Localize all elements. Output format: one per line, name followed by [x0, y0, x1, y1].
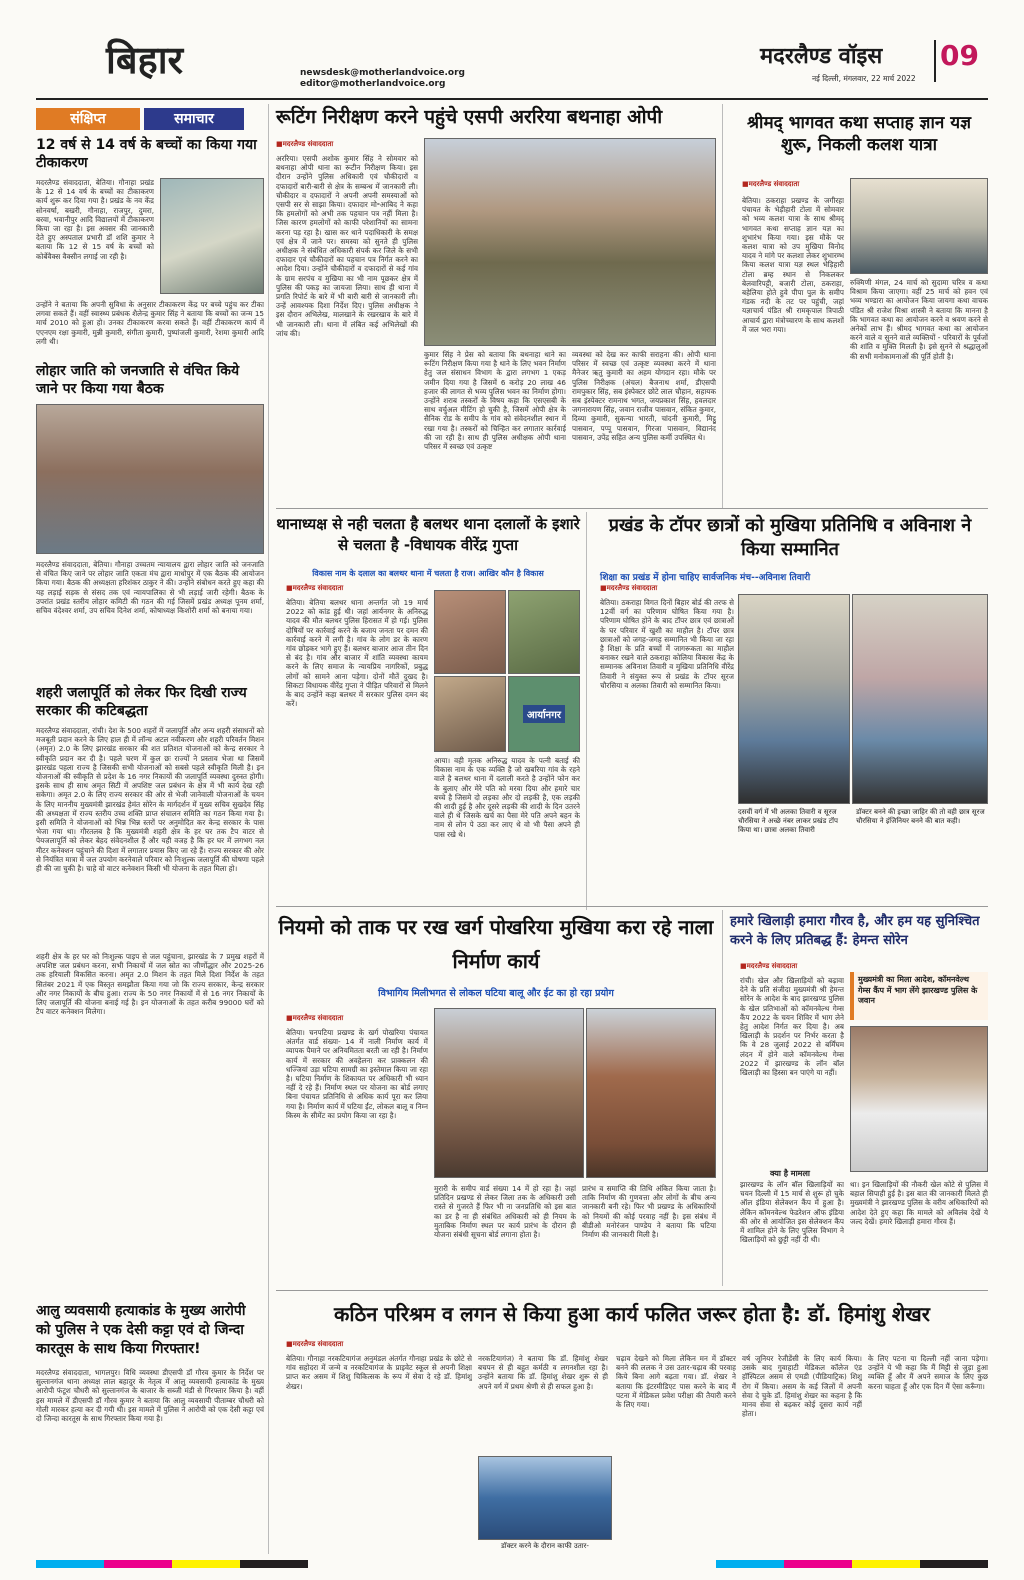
photo-victim-family-1 [434, 590, 506, 674]
story3-body: बेतिया। बेतिया बलथर थाना अन्तर्गत जो 19 मार्च 2022 को कांड हुई थी। जहां आर्यनगर के अनिरुद्ध यादव की मौत बलथर पुलिस हिरासत में हो गई। पुलिस दोषियों पर कार्रवाई करने के बजाय जनता पर दमन की कार्रवाई करने में लगी है। गांव के लोग डर के कारण गांव छोड़कर भागे हुए हैं। बलथर बाजार आज तीन दिन से बंद है। गांव और बाजार में शांति व्यवस्था कायम करने के लिए समाज के न्यायप्रिय नागरिकों, प्रबुद्ध लोगों को सामने आना पड़ेगा। दोनों मौतें दुखद है। सिकटा विधायक वीरेंद्र गुप्ता ने पीड़ित परिवारों से मिलने के बाद उन्होंने कहा बलथर में सरकार पुलिस दमन बंद करें। [286, 598, 428, 709]
story6-body-col2: झारखण्ड के लॉन बॉल खिलाड़ियों का चयन दिल्ली में 15 मार्च से शुरू हो चुके ऑल इंडिया सेलेक्शन कैंप में हुआ है। लेकिन कॉमनवेल्थ फेडरेशन ऑफ इंडिया की ओर से आयोजित इस सेलेक्शन कैंप में शामिल होने के लिए पुलिस विभाग ने खिलाड़ियों को छुट्टी नहीं दी थी। [740, 1180, 844, 1245]
sidebar-tag [36, 108, 264, 130]
photo-doctor-portrait [478, 1456, 612, 1540]
mid-rule-3 [276, 1290, 988, 1291]
story5-body-col3: प्रारंभ व समाप्ति की तिथि अंकित किया जाता है। ताकि निर्माण की गुणवत्ता और लोगों के बीच अन्य जानकारी बनी रहे। फिर भी प्रखण्ड के अधिकारियों को नियमों की कोई परवाह नहीं है। इस संबंध में बीडीओ मनोरंजन पाण्डेय ने बताया कि घटिया निर्माण की जानकारी मिली है। [582, 1184, 716, 1240]
photo-victim-family-3 [434, 676, 506, 752]
story1-body-col2: कुमार सिंह ने प्रेस को बताया कि बथनाहा थाने का रूटिंग निरीक्षण किया गया है थाने के लिए भवन निर्माण हेतु जल संसाधन विभाग के द्वारा लगभग 1 एकड़ जमीन दिया गया है जिसमें 6 करोड़ 20 लाख 46 हजार की लागत से भव्य पुलिस भवन का निर्माण होगा। उन्होंने शराब तस्करों के विषय कहा कि एसएसबी के साथ वर्चुअल मीटिंग हो चुकी है, जिसमें ओपी क्षेत्र के सैनिक रोड के समीप के गांव को संवेदनशील स्थान में रखा गया है। तस्करों को चिन्हित कर लगातार कार्रवाई की जा रही है। साथ ही पुलिस अधीक्षक ओपी थाना परिसर में स्वच्छ एवं उत्कृष्ट [424, 350, 566, 452]
story4-body: बेतिया। ठकराहा विगत दिनों बिहार बोर्ड की तरफ से 12वीं वर्ग का परिणाम घोषित किया गया है। परिणाम घोषित होने के बाद टॉपर छात्र एवं छात्राओं के घर परिवार में खुशी का माहौल है। टॉपर छात्र छात्राओं को जगह-जगह सम्मानित भी किया जा रहा है शिक्षा के प्रति बच्चों में जागरूकता का माहौल बनाकर रखने वाले ठकराहा कोलिया विकास केंद्र के सम्मानक अविनाश तिवारी व मुखिया प्रतिनिधि वीरेंद्र तिवारी ने संयुक्त रूप से प्रखंड के टॉपर सूरज चौरसिया व अलका तिवारी को सम्मानित किया। [600, 598, 734, 690]
paper-name: मदरलैण्ड वॉइस [760, 44, 883, 69]
story3-body-col2: आया। वही मृतक अनिरुद्ध यादव के पत्नी बताई की विकास नाम के एक व्यक्ति है जो खबरिया गांव के रहने वाले है बलथर थाना में दलाली करते है उन्होंने फोन कर के बुलाए और मेरे पति को मरवा दिया और हमारे चार बच्चे है जिसमे दो लड़का और दो लड़की है, एक लड़की की शादी हुई है और दूसरे लड़की की शादी के दिन उतरने वाले ही थे जिसके खर्च का पैसा मेरे पति अपने बहन के नाम से लोन पे उठा कर लाए थे वो भी पैसा अपने ही पास रखे थे। [434, 756, 580, 839]
photo-drain-construction-1 [434, 1008, 584, 1178]
brief-4-headline: आलु व्यवसायी हत्याकांड के मुख्य आरोपी को पुलिस ने एक देसी कट्टा एवं दो जिन्दा कारतूस के साथ किया गिरफ्तार! [36, 1303, 246, 1357]
brief-1-body: मदरलैण्ड संवाददाता, बेतिया। गौनाहा प्रखंड के 12 से 14 वर्ष के बच्चों का टीकाकरण कार्य शुरू कर दिया गया है। प्रखंड के नव केंद्र सोनवर्षा, बखरी, गौनाहा, राजपुर, दुमरा, बरवा, भवानीपुर आदि विद्यालयों में टीकाकरण किया जा रहा है। इस अवसर की जानकारी देते हुए अस्पताल प्रभारी डॉ शशि कुमार ने बताया कि 12 से 15 वर्ष के बच्चों को कोर्बेवैक्स वैक्सीन लगाई जा रही है। [36, 178, 154, 261]
brief-1-headline: 12 वर्ष से 14 वर्ष के बच्चों का किया गया टीकाकरण [36, 137, 257, 171]
story4-subhead: शिक्षा का प्रखंड में होना चाहिए सार्वजनिक मंच--अविनाश तिवारी [600, 573, 811, 583]
photo-vaccination [160, 178, 264, 294]
story2-body-col2: रुक्मिणी मंगल, 24 मार्च को सुदामा चरित्र व कथा विश्राम किया जाएगा। वहीं 25 मार्च को हवन एवं भव्य भण्डारा का आयोजन किया जायगा कथा वाचक पंडित श्री राजेश मिश्रा शास्त्री ने बताया कि मानना है कि भागवत कथा का आयोजन करने व श्रवण करने से अनेकों लाभ हैं। श्रीमद भागवत कथा का आयोजन करने वाले व सुनने वाले व्यक्तियों - परिवारों के पूर्वजों की शांति व मुक्ति मिलती है। इसे सुनने से श्रद्धालुओं की सभी मनोकामनाओं की पूर्ति होती है। [850, 278, 988, 361]
aryanagar-sign-text: आर्यानगर [523, 705, 565, 723]
mid-rule-1 [276, 508, 988, 509]
story7-headline: कठिन परिश्रम व लगन से किया हुआ कार्य फलित जरूर होता है: डॉ. हिमांशु शेखर [334, 1302, 930, 1326]
page-number: 09 [940, 39, 979, 72]
story3-byline: ■ मदरलैण्ड संवाददाता [286, 584, 343, 593]
masthead [0, 0, 1024, 98]
story5-body-col2: मुरारी के समीप वार्ड संख्या 14 में हो रहा है। जहां प्रतिदिन प्रखण्ड से लेकर जिला तक के अधिकारी उसी रास्ते से गुजरते हैं फिर भी ना जनप्रतिधि को इस बात का डर है ना ही संबंधित अधिकारी को ही नियम के मुताबिक निर्माण स्थल पर कार्य प्रारंभ के दौरान ही योजना संबंधी सूचना बोर्ड लगाना होता है। [434, 1184, 576, 1240]
section-title: बिहार [106, 38, 184, 82]
story3-headline: थानाध्यक्ष से नही चलता है बलथर थाना दलालों के इशारे से चलता है -विधायक वीरेंद्र गुप्ता [276, 515, 580, 554]
col-rule-mid-3 [722, 910, 723, 1286]
dateline: नई दिल्ली, मंगलवार, 22 मार्च 2022 [812, 74, 916, 83]
story2-headline: श्रीमद् भागवत कथा सप्ताह ज्ञान यज्ञ शुरू, निकली कलश यात्रा [747, 113, 971, 155]
mid-rule-2 [276, 906, 988, 907]
tag-brief: संक्षिप्त [36, 108, 140, 130]
photo-drain-construction-2 [586, 1008, 716, 1178]
story2-body: बेतिया। ठकराहा प्रखण्ड के जगीरहा पंचायत के भेड़ीहारी टोला में सोमवार को भव्य कलश यात्रा के साथ श्रीमद् भागवत कथा सप्ताह ज्ञान यज्ञ का शुभारंभ किया गया। इस मौके पर कलश यात्रा को उप मुखिया विनोद यादव ने मांगे पर कलशा लेकर शुभारम्भ किया कलश यात्रा यज्ञ स्थल भेड़िहारी टोला ब्रम्ह स्थान से निकलकर बेलवारिपट्टी, बजारी टोला, ठकराहा, बहेलिया होते हुवे पीपा पुल के समीप गंडक नदी के तट पर पहुंची, जहां यज्ञाचार्य पंडित श्री रामकृपाल त्रिपाठी आचार्य द्वारा मंत्रोच्चारण के साथ कलशों में जल भरा गया। [742, 196, 844, 334]
story4-byline: ■ मदरलैण्ड संवाददाता [600, 584, 657, 593]
photo-toppers-honoured-2 [852, 594, 988, 804]
story4-headline: प्रखंड के टॉपर छात्रों को मुखिया प्रतिनिधि व अविनाश ने किया सम्मानित [608, 515, 972, 560]
story7-byline: ■ मदरलैण्ड संवाददाता [286, 1340, 343, 1349]
brief-3-body-cont: शहरी क्षेत्र के हर घर को निःशुल्क पाइप से जल पहुंचाना, झारखंड के 7 प्रमुख शहरों में अपशिष्ट जल प्रबंधन करना, सभी निकायों में जल स्रोत का जीर्णोद्धार और 2025-26 तक हरियाली विकसित करना। अमृत 2.0 मिशन के तहत मिले दिशा निर्देश के तहत सितंबर 2021 में एक विस्तृत समझौता किया गया जो कि राज्य सरकार, केन्द्र सरकार और नगर निकायों के बीच हुआ। राज्य के 50 नगर निकायों में से 16 नगर निकायों के लिए जलापूर्ति की योजना बनाई गई है। इन योजनाओं के तहत करीब 99000 घरों को टैप वाटर कनेक्शन मिलेगा। [36, 952, 264, 1017]
story4-caption-1: दसवीं वर्ग में भी अलका तिवारी व सूरज चौरसिया ने अच्छे नंबर लाकर प्रखंड टॉप किया था। छात्रा अलका तिवारी [738, 808, 838, 834]
brief-1-body-cont: उन्होंने ने बताया कि अपनी सुविधा के अनुसार टीकाकरण केंद्र पर बच्चे पहुंच कर टीका लगवा सकते हैं। वहीं स्वास्थ्य प्रबंधक शैलेन्द्र कुमार सिंह ने बताया कि बच्चों का जन्म 15 मार्च 2010 को हुआ हो। उनका टीकाकरण करवा सकते हैं। वहीं टीकाकरण कार्य में एएनएम रक्षा कुमारी, मुन्नी कुमारी, संगीता कुमारी, पुष्पांजली कुमारी, रेशमा कुमारी आदि लगी थी। [36, 300, 264, 346]
story5-headline: नियमो को ताक पर रख खर्ग पोखरिया मुखिया करा रहे नाला निर्माण कार्य [278, 915, 714, 973]
story6-highlight-box [850, 972, 988, 1020]
story1-byline: ■ मदरलैण्ड संवाददाता [276, 140, 333, 149]
photo-police-inspection [424, 138, 716, 346]
story6-byline: ■ मदरलैण्ड संवाददाता [740, 962, 797, 971]
brief-3-body: मदरलैण्ड संवाददाता, रांची। देश के 500 शहरों में जलापूर्ति और अन्य शहरी संसाधनों को मजबूती प्रदान करने के लिए हाल ही में लॉन्च अटल नवीकरण और शहरी परिवर्तन मिशन (अमृत) 2.0 के लिए झारखंड सरकार की शत प्रतिशत योजनाओं को केन्द्र सरकार ने स्वीकृति प्रदान कर दी है। पहले चरण में कुल छः राज्यों ने प्रस्ताव भेजा था जिसमें झारखंड पहला राज्य है जिसकी सभी योजनाओं को सबसे पहले स्वीकृति मिली है। इन योजनाओं की स्वीकृति से प्रदेश के 16 नगर निकायों की जलापूर्ति व्यवस्था दुरुस्त होगी। इसके साथ ही साथ अमृत सिटी में अपशिष्ट जल प्रबंधन के क्षेत्र में भी कार्य देख रही सकेगा। अमृत 2.0 के लिए राज्य सरकार की ओर से भेजी जानेवाली योजनाओं के चयन के लिए माननीय मुख्यमंत्री झारखंड हेमंत सोरेन के मार्गदर्शन में मुख्य सचिव सुखदेव सिंह की अध्यक्षता में राज्य स्तरीय उच्च शक्ति प्राप्त संचालन समिति का गठन किया गया है। इसी समिति ने योजनाओं को भिन्न भिन्न स्तरों पर अनुमोदित कर केन्द्र सरकार के पास भेजा गया था। गौरतलब है कि मुख्यमंत्री शहरी क्षेत्र के हर घर तक टैप वाटर से पेयजलापूर्ति को लेकर बेहद संवेदनशील हैं और यही वजह है कि हर घर में लगभग नल मीटर कनेक्शन पहुंचाने की दिशा में लगातार प्रयास किए जा रहे हैं। राज्य सरकार की ओर से नियंत्रित मात्रा में जल उपयोग करनेवाले परिवार को निःशुल्क जलापूर्ति की घोषणा पहले ही की जा चुकी है। चाहे वो वाटर कनेक्शन किसी भी योजना के तहत मिला हो। [36, 726, 264, 874]
photo-kalash-yatra [850, 178, 988, 274]
story5-subhead: विभागिय मिलीभगत से लोकल घटिया बालू और ईट का हो रहा प्रयोग [378, 988, 614, 999]
col-rule-mid-top [722, 104, 723, 508]
story6-body-col3: था। इन खिलाड़ियों की नौकरी खेल कोटे से पुलिस में बहाल सिपाही हुई है। इस बात की जानकारी मिलते ही मुख्यमंत्री ने झारखण्ड पुलिस के वरीय अधिकारियों को आदेश देते हुए कहा कि मामले को अविलंब देखें ये जल्द देखें। हमारे खिलाड़ी हमारा गौरव हैं। [850, 1180, 988, 1226]
brief-2-headline: लोहार जाति को जनजाति से वंचित किये जाने पर किया गया बैठक [36, 363, 240, 397]
story1-body: अररिया। एसपी अशोक कुमार सिंह ने सोमवार को बथनाहा ओपी थाना का रूटीन निरीक्षण किया। इस दौरान उन्होंने पुलिस अधिकारी एवं चौकीदारों व दफादारों बारी-बारी से क्षेत्र के सम्बन्ध में जानकारी ली। चौकीदार व दफादारों ने अपनी अपनी समस्याओं को एसपी सर से साझा किया। दफादार मो॰आबिद ने कहा कि हमलोगों को अभी तक पहचान पत्र नहीं मिला है। जिस कारण हमलोगों को काफी परेशानियों का सामना करना पड़ रहा है। खास कर थाने पदाधिकारी के समक्ष एवं क्षेत्र में जाने पर। समस्या को सुनते ही पुलिस अधीक्षक ने संबंधित अधिकारी संपर्क कर जिले के सभी दफादार एवं चौकीदारों का पहचान पत्र निर्गत करने का आदेश दिया। उन्होंने चौकीदारों व दफादारों से कई गांव के ग्राम सरपंच व मुखिया का भी नाम पूछकर क्षेत्र में पुलिस की पकड़ का जायजा लिया। साथ ही थाना में प्रगति रिपोर्ट के बारे में भी बारी बारी से जानकारी ली। उन्हें आवश्यक दिशा निर्देश दिए। पुलिस अधीक्षक ने इस दौरान अभिलेख, मालखाने के रखरखाव के बारे में भी जानकारी ली। थाना में लंबित कई अभिलेखों की जांच की। [276, 154, 418, 338]
photo-aryanagar-sign [508, 676, 580, 752]
email-editor[interactable]: editor@motherlandvoice.org [300, 79, 446, 89]
story7-body-col5: के लिए पटना या दिल्ली नहीं जाना पड़ेगा। उन्होंने ये भी कहा कि मैं मिट्टी से जुड़ा हुआ व्यक्ति हूँ और मैं अपने समाज के लिए कुछ करना चाहता हूँ और एक दिन मैं ऐसा करूँगा। [868, 1354, 988, 1391]
photo-chief-minister [850, 1026, 988, 1172]
story6-highlight: मुख्यमंत्री का मिला आदेश, कॉमनवेल्थ गेम्स कैंप में भाग लेंगे झारखण्ड पुलिस के जवान [858, 975, 978, 1005]
story4-caption-2: डॉक्टर बनने की इच्छा जाहिर की तो वही छात्र सूरज चौरसिया ने इंजिनियर बनने की बात कही। [856, 808, 985, 825]
photo-toppers-honoured-1 [738, 594, 850, 804]
story7-body-col4: वर्ष जूनियर रेजीडेंसी के लिए कार्य किया। उसके बाद गुवाहाटी मेडिकल कॉलेज एंड हॉस्पिटल असम से एमडी (पीडियाट्रिक) शिशु रोग में किया। असम के कई जिलों में अपनी सेवा दे चुके डॉ. हिमांशु शेखर का कहना है कि मानव सेवा से बढ़कर कोई दूसरा कार्य नहीं होता। [742, 1354, 862, 1419]
brief-3-filler [36, 1096, 264, 1296]
story7-body-col3: चढ़ाव देखने को मिला लेकिन मन में डॉक्टर बनने की ललक ने उस उतार-चढ़ाव की परवाह किये बिना आगे बढ़ता गया। डॉ. शेखर ने बताया कि इंटरमीडिएट पास करने के बाद मैं पटना में मेडिकल प्रवेश परीक्षा की तैयारी करने के लिए गया। [616, 1354, 736, 1410]
story5-byline: ■ मदरलैण्ड संवाददाता [286, 1014, 343, 1023]
story7-caption: डॉक्टर करने के दौरान काफी उतार- [501, 1542, 589, 1550]
email-newsdesk[interactable]: newsdesk@motherlandvoice.org [300, 68, 465, 78]
brief-3-headline: शहरी जलापूर्ति को लेकर फिर दिखी राज्य सरकार की कटिबद्धता [36, 685, 247, 719]
story5-body: बेतिया। चनपटिया प्रखण्ड के खर्ग पोखरिया पंचायत अंतर्गत वार्ड संख्या- 14 में नाली निर्माण कार्य में व्यापक पैमाने पर अनियमितता बरती जा रही है। निर्माण कार्य में सरकार की अवहेलना कर प्राक्कलन की धज्जियां उड़ा घटिया सामग्री का इस्तेमाल किया जा रहा है। घटिया निर्माण के शिकायत पर अधिकारी भी ध्यान नहीं दे रहे हैं। निर्माण स्थल पर योजना का बोर्ड लगाए बिना पंचायत प्रतिनिधि से अधिक कार्य पूरा कर लिया गया है। निर्माण कार्य में घटिया ईंट, लोकल बालू व निम्न किस्म के सीमेंट का प्रयोग किया जा रहा है। [286, 1028, 428, 1120]
story3-subhead: विकास नाम के दलाल का बलथर थाना में चलता है राज। आखिर कौन है विकास [312, 569, 544, 578]
story6-body: रांची। खेल और खिलाड़ियों को बढ़ावा देने के प्रति संजीदा मुख्यमंत्री श्री हेमन्त सोरेन के आदेश के बाद झारखण्ड पुलिस के खेल प्रतिभाओं को कॉमनवेल्थ गेम्स कैंप 2022 के चयन शिविर में भाग लेने हेतु आदेश निर्गत कर दिया है। अब खिलाड़ी के प्रदर्शन पर निर्भर करता है कि वे 28 जुलाई 2022 से बर्मिंघम लंदन में होने वाले कॉमनवेल्थ गेम्स 2022 में झारखण्ड के लॉन बॉल खिलाड़ी का हिस्सा बन पाएंगे या नहीं। [740, 976, 844, 1078]
masthead-rule [934, 40, 936, 82]
story7-body-col2: नरकटियागंज) ने बताया कि डॉ. हिमांशु शेखर बचपन से ही बहुत कर्मठी व लगनशील रहा है। उन्होंने बताया कि डॉ. हिमांशु शेखर शुरू से ही अपने वर्ग में प्रथम श्रेणी से ही सफल हुआ है। [478, 1354, 608, 1391]
story6-headline: हमारे खिलाड़ी हमारा गौरव है, और हम यह सुनिश्चित करने के लिए प्रतिबद्ध हैं: हेमन्त सोरेन [730, 914, 980, 948]
photo-victim-family-2 [508, 590, 580, 674]
brief-4-body: मदरलैण्ड संवाददाता, भागलपुर। विधि व्यवस्था डीएसपी डॉ गौरव कुमार के निर्देश पर सुल्तानगंज थाना अध्यक्ष लाल बहादुर के नेतृत्व में आलु व्यवसायी हत्याकांड के मुख्य आरोपी फंटूश चौधरी को सुल्तानगंज के बाजार के सब्जी मंडी से गिरफ्तार किया है। वहीं इस मामले में डीएसपी डॉ गौरव कुमार ने बताया कि आलु व्यवसायी पीताम्बर चौधरी को गोली मारकर हत्या कर दी गयी थी। इस मामले में पुलिस ने आरोपी को एक देसी कट्टा एवं दो जिन्दा कारतूस के साथ गिरफ्तार किया गया है। [36, 1368, 264, 1424]
col-rule-left [268, 104, 269, 1554]
brief-2-body: मदरलैण्ड संवाददाता, बेतिया। गौनाहा उच्चतम न्यायालय द्वारा लोहार जाति को जनजाति से वंचित किए जाने पर लोहार जाति एकता मंच द्वारा माधोपुर में एक बैठक की आयोजन किया गया। बैठक की अध्यक्षता हरिशंकर ठाकुर ने की। उन्होंने संबोधन करते हुए कहा की यह लड़ाई सड़क से संसद तक एवं न्यायपालिका से भी लड़ाई जारी रहेगी। बैठक के उपरांत प्रखंड स्तरीय लोहार कमिटी की गठन की गई जिसमें प्रखंड अध्यक्ष पूनम शर्मा, सचिव वंदेश्वर शर्मा, उप सचिव दिनेश शर्मा, कोषाध्यक्ष किशोरी शर्मा को बनाया गया। [36, 560, 264, 616]
col-rule-mid-2 [586, 512, 587, 910]
story2-byline: ■ मदरलैण्ड संवाददाता [742, 180, 799, 189]
story1-headline: रूटिंग निरीक्षण करने पहुंचे एसपी अररिया बथनाहा ओपी [276, 106, 663, 128]
tag-news: समाचार [144, 108, 244, 130]
story6-subhead: क्या है मामला [770, 1169, 810, 1178]
photo-lohar-meeting [36, 404, 264, 554]
printer-color-bar [36, 1560, 988, 1568]
story7-body: बेतिया। गौनाहा नरकटियागंज अनुमंडल अंतर्गत गौनाहा प्रखंड के छोटे से गांव सहोदरा में जन्मे व नरकटियागंज के प्राइवेट स्कूल से अपनी शिक्षा प्राप्त कर असम में शिशु चिकित्सक के रूप में सेवा दे रहे डॉ. हिमांशु शेखर। [286, 1354, 472, 1391]
story1-body-col3: व्यवस्था को देख कर काफी सराहना की। ओपी थाना परिसर में स्वच्छ एवं उत्कृष्ट व्यवस्था करने में थाना मैनेजर ऋतु कुमारी का अहम योगदान रहा। मौके पर पुलिस निरीक्षक (अंचल) बैजनाथ शर्मा, डीएसपी रामपुकार सिंह, सब इंस्पेक्टर छोटे लाल चौहान, सहायक सब इंस्पेक्टर रामनाथ भगत, जयप्रकाश सिंह, हवलदार जगनारायण सिंह, जवान राजीव पासवान, संकित कुमार, दिव्या कुमारी, सुकन्या भारती, चांदनी कुमारी, मिट्ठू पासवान, पप्पू पासवान, गिरजा पासवान, विद्यानंद पासवान, उपेंद्र सहित अन्य पुलिस कर्मी उपस्थित थे। [572, 350, 716, 442]
top-rule [36, 98, 988, 100]
